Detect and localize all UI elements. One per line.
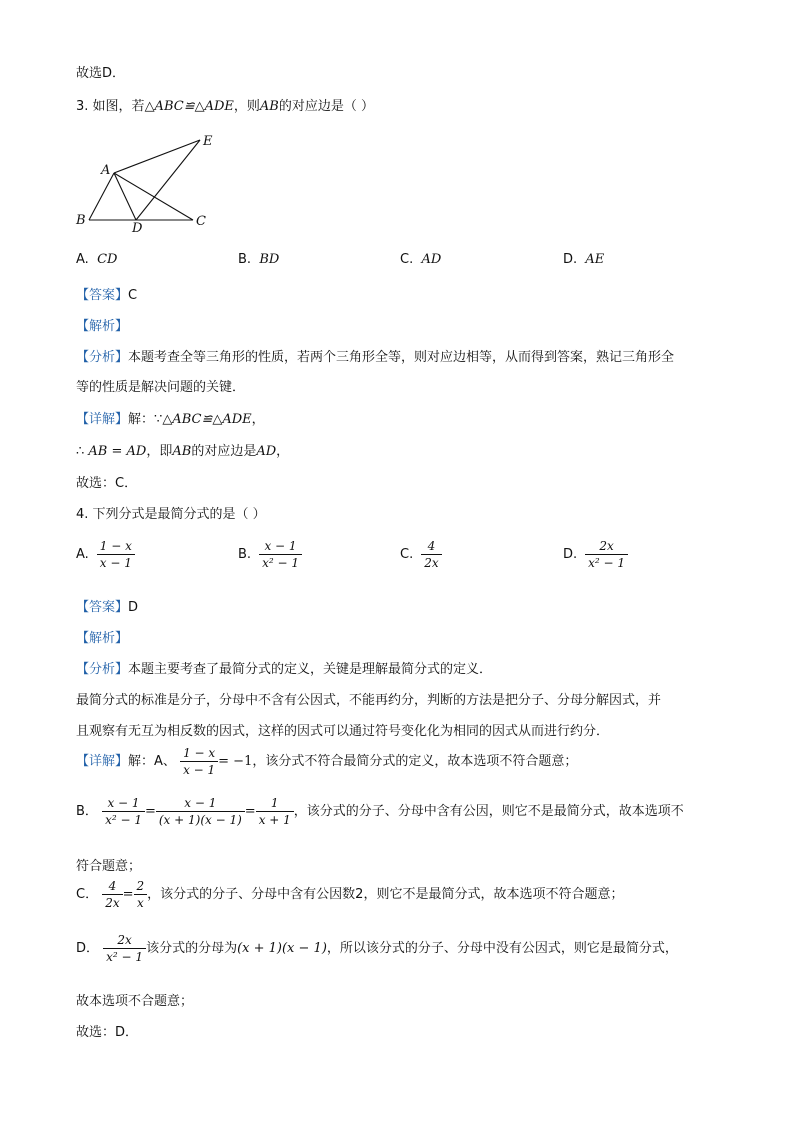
analysis-text: 本题考查全等三角形的性质，若两个三角形全等，则对应边相等，从而得到答案，熟记三角形全 — [128, 350, 675, 365]
fraction — [259, 538, 302, 571]
q3-option-a — [76, 252, 117, 267]
option-label: C. — [400, 547, 414, 562]
numerator: 1 − x — [180, 745, 218, 762]
fraction — [585, 538, 628, 571]
label-a: A — [101, 163, 111, 178]
fraction — [180, 745, 218, 778]
q4-analysis-line1 — [76, 658, 492, 677]
q4-detail-d-cont: 故本选项不合题意； — [76, 994, 194, 1009]
option-label: C. — [400, 252, 414, 267]
q3-detail-line2 — [76, 440, 289, 459]
detail-text-pre: 该分式的分母为 — [146, 941, 238, 956]
q3-answer — [76, 284, 137, 303]
q4-detail-a — [76, 745, 577, 778]
detail-tag: 【详解】 — [76, 412, 129, 427]
denominator: x + 1 — [258, 813, 291, 827]
answer-value: C — [128, 288, 138, 303]
q4-detail-b: B． $\frac{x - 1}{\text{x² − 1}}$ = $\frac{x - 1}{(x + 1)(x - 1)}$ = $\frac{1}{x + 1}$ ，该分式的分子、分母中含有公因，则它不是最简分式，故本选项不 — [76, 796, 684, 827]
q4-number: 4. — [76, 507, 89, 522]
q4-option-a — [76, 538, 135, 571]
q3-stem-mid: ，则 — [233, 99, 260, 114]
q3-number: 3. — [76, 99, 89, 114]
detail-text: ，该分式的分子、分母中含有公因，则它不是最简分式，故本选项不 — [293, 804, 684, 819]
segment-ac — [114, 173, 193, 220]
q3-stem-pre: 如图，若 — [92, 99, 145, 114]
numerator: 2 — [134, 878, 148, 895]
detail-prefix: C． — [76, 887, 99, 902]
q4-option-b — [238, 538, 302, 571]
label-c: C — [196, 214, 206, 229]
option-label: B. — [238, 547, 252, 562]
q3-analysis-tag: 【解析】 — [76, 319, 129, 334]
fraction — [256, 795, 294, 828]
q3-conclusion: 故选：C． — [76, 476, 138, 491]
equals-value: = −1 — [218, 754, 253, 769]
q4-analysis-line2: 最简分式的标准是分子，分母中不含有公因式，不能再约分，判断的方法是把分子、分母分解因式，并 — [76, 693, 662, 708]
detail-ad: AD — [256, 444, 277, 459]
fraction — [156, 795, 245, 828]
q4-option-c — [400, 538, 442, 571]
analysis-head-tag: 【分析】 — [76, 350, 129, 365]
q3-congruence: △ABC≌△ADE — [144, 99, 234, 114]
numerator: x − 1 — [102, 795, 145, 812]
denominator: x² − 1 — [262, 556, 299, 570]
label-b: B — [76, 213, 86, 228]
q4-answer — [76, 596, 138, 615]
q4-detail-d — [76, 932, 678, 965]
label-d: D — [132, 221, 143, 236]
numerator: 1 — [256, 795, 294, 812]
numerator: 4 — [102, 878, 122, 895]
fraction — [97, 538, 135, 571]
q3-detail — [76, 408, 265, 427]
option-label: D. — [563, 547, 578, 562]
denominator: (x + 1)(x − 1) — [158, 813, 242, 827]
q3-option-c — [400, 252, 441, 267]
fraction — [102, 878, 122, 911]
q3-triangle-figure — [72, 128, 222, 238]
q3-stem-post: 的对应边是（ ） — [278, 99, 374, 114]
detail-congruence: △ABC≌△ADE — [162, 412, 252, 427]
label-e: E — [203, 134, 213, 149]
option-label: A. — [76, 547, 89, 562]
detail-comma: ， — [251, 412, 265, 427]
denominator: x² − 1 — [106, 950, 144, 964]
numerator: x − 1 — [156, 795, 245, 812]
q4-analysis-line3: 且观察有无互为相反数的因式，这样的因式可以通过符号变化化为相同的因式从而进行约分． — [76, 724, 610, 739]
because-symbol: ∵ — [154, 412, 163, 427]
therefore-symbol: ∴ — [76, 444, 85, 459]
q3-option-d — [563, 252, 604, 267]
option-label: A. — [76, 252, 89, 267]
detail-tag: 【详解】 — [76, 754, 129, 769]
numerator: 2x — [585, 538, 628, 555]
prev-conclusion: 故选D． — [76, 66, 126, 81]
q4-detail-c: C． $\frac{4}{2x}$ = $\frac{2}{x}$ ，该分式的分子、分母中含有公因数2，则它不是最简分式，故本选项不符合题意； — [76, 879, 624, 910]
denominator: x² − 1 — [588, 556, 626, 570]
analysis-text: 本题主要考查了最简分式的定义，关键是理解最简分式的定义． — [128, 662, 493, 677]
factored-denominator: (x + 1)(x − 1) — [237, 941, 327, 956]
detail-prefix: D． — [76, 941, 100, 956]
detail-text: ，该分式不符合最简分式的定义，故本选项不符合题意； — [252, 754, 578, 769]
q3-analysis-line1 — [76, 346, 674, 365]
numerator: 1 − x — [97, 538, 135, 555]
q4-analysis-tag: 【解析】 — [76, 631, 129, 646]
numerator: 4 — [421, 538, 441, 555]
denominator: 2x — [105, 896, 120, 910]
analysis-head-tag: 【分析】 — [76, 662, 129, 677]
detail-end: ， — [276, 444, 290, 459]
fraction — [134, 878, 148, 911]
q3-analysis-line2: 等的性质是解决问题的关键． — [76, 380, 246, 395]
option-value: AE — [585, 252, 605, 267]
option-value: BD — [259, 252, 280, 267]
q4-stem-text: 下列分式是最简分式的是（ ） — [92, 507, 266, 522]
detail-pre: 解： — [128, 412, 155, 427]
q4-stem — [76, 503, 266, 522]
detail-text: ，该分式的分子、分母中含有公因数2，则它不是最简分式，故本选项不符合题意； — [147, 887, 624, 902]
q3-stem — [76, 95, 374, 114]
q4-detail-b-cont: 符合题意； — [76, 859, 142, 874]
q3-ab: AB — [259, 99, 279, 114]
fraction — [102, 795, 145, 828]
option-label: D. — [563, 252, 578, 267]
detail-prefix: B． — [76, 804, 98, 819]
denominator: 2x — [424, 556, 439, 570]
option-value: AD — [421, 252, 442, 267]
detail-text: ，所以该分式的分子、分母中没有公因式，则它是最简分式， — [326, 941, 678, 956]
q4-conclusion: 故选：D． — [76, 1025, 139, 1040]
q4-option-d — [563, 538, 628, 571]
denominator: x − 1 — [183, 763, 216, 777]
detail-mid: ，即 — [146, 444, 173, 459]
q3-option-b — [238, 252, 279, 267]
fraction — [421, 538, 441, 571]
option-value: CD — [97, 252, 118, 267]
detail-prefix: 解：A、 — [128, 754, 176, 769]
detail-mid2: 的对应边是 — [191, 444, 257, 459]
answer-tag: 【答案】 — [76, 288, 129, 303]
denominator: x — [136, 896, 144, 910]
detail-ab: AB — [172, 444, 192, 459]
fraction — [103, 932, 146, 965]
option-label: B. — [238, 252, 252, 267]
denominator: x − 1 — [99, 556, 132, 570]
answer-tag: 【答案】 — [76, 600, 129, 615]
answer-value: D — [128, 600, 139, 615]
segment-ab — [89, 173, 114, 220]
numerator: x − 1 — [259, 538, 302, 555]
numerator: 2x — [103, 932, 146, 949]
equation-ab-ad: AB = AD — [88, 444, 147, 459]
denominator: x² − 1 — [105, 813, 142, 827]
